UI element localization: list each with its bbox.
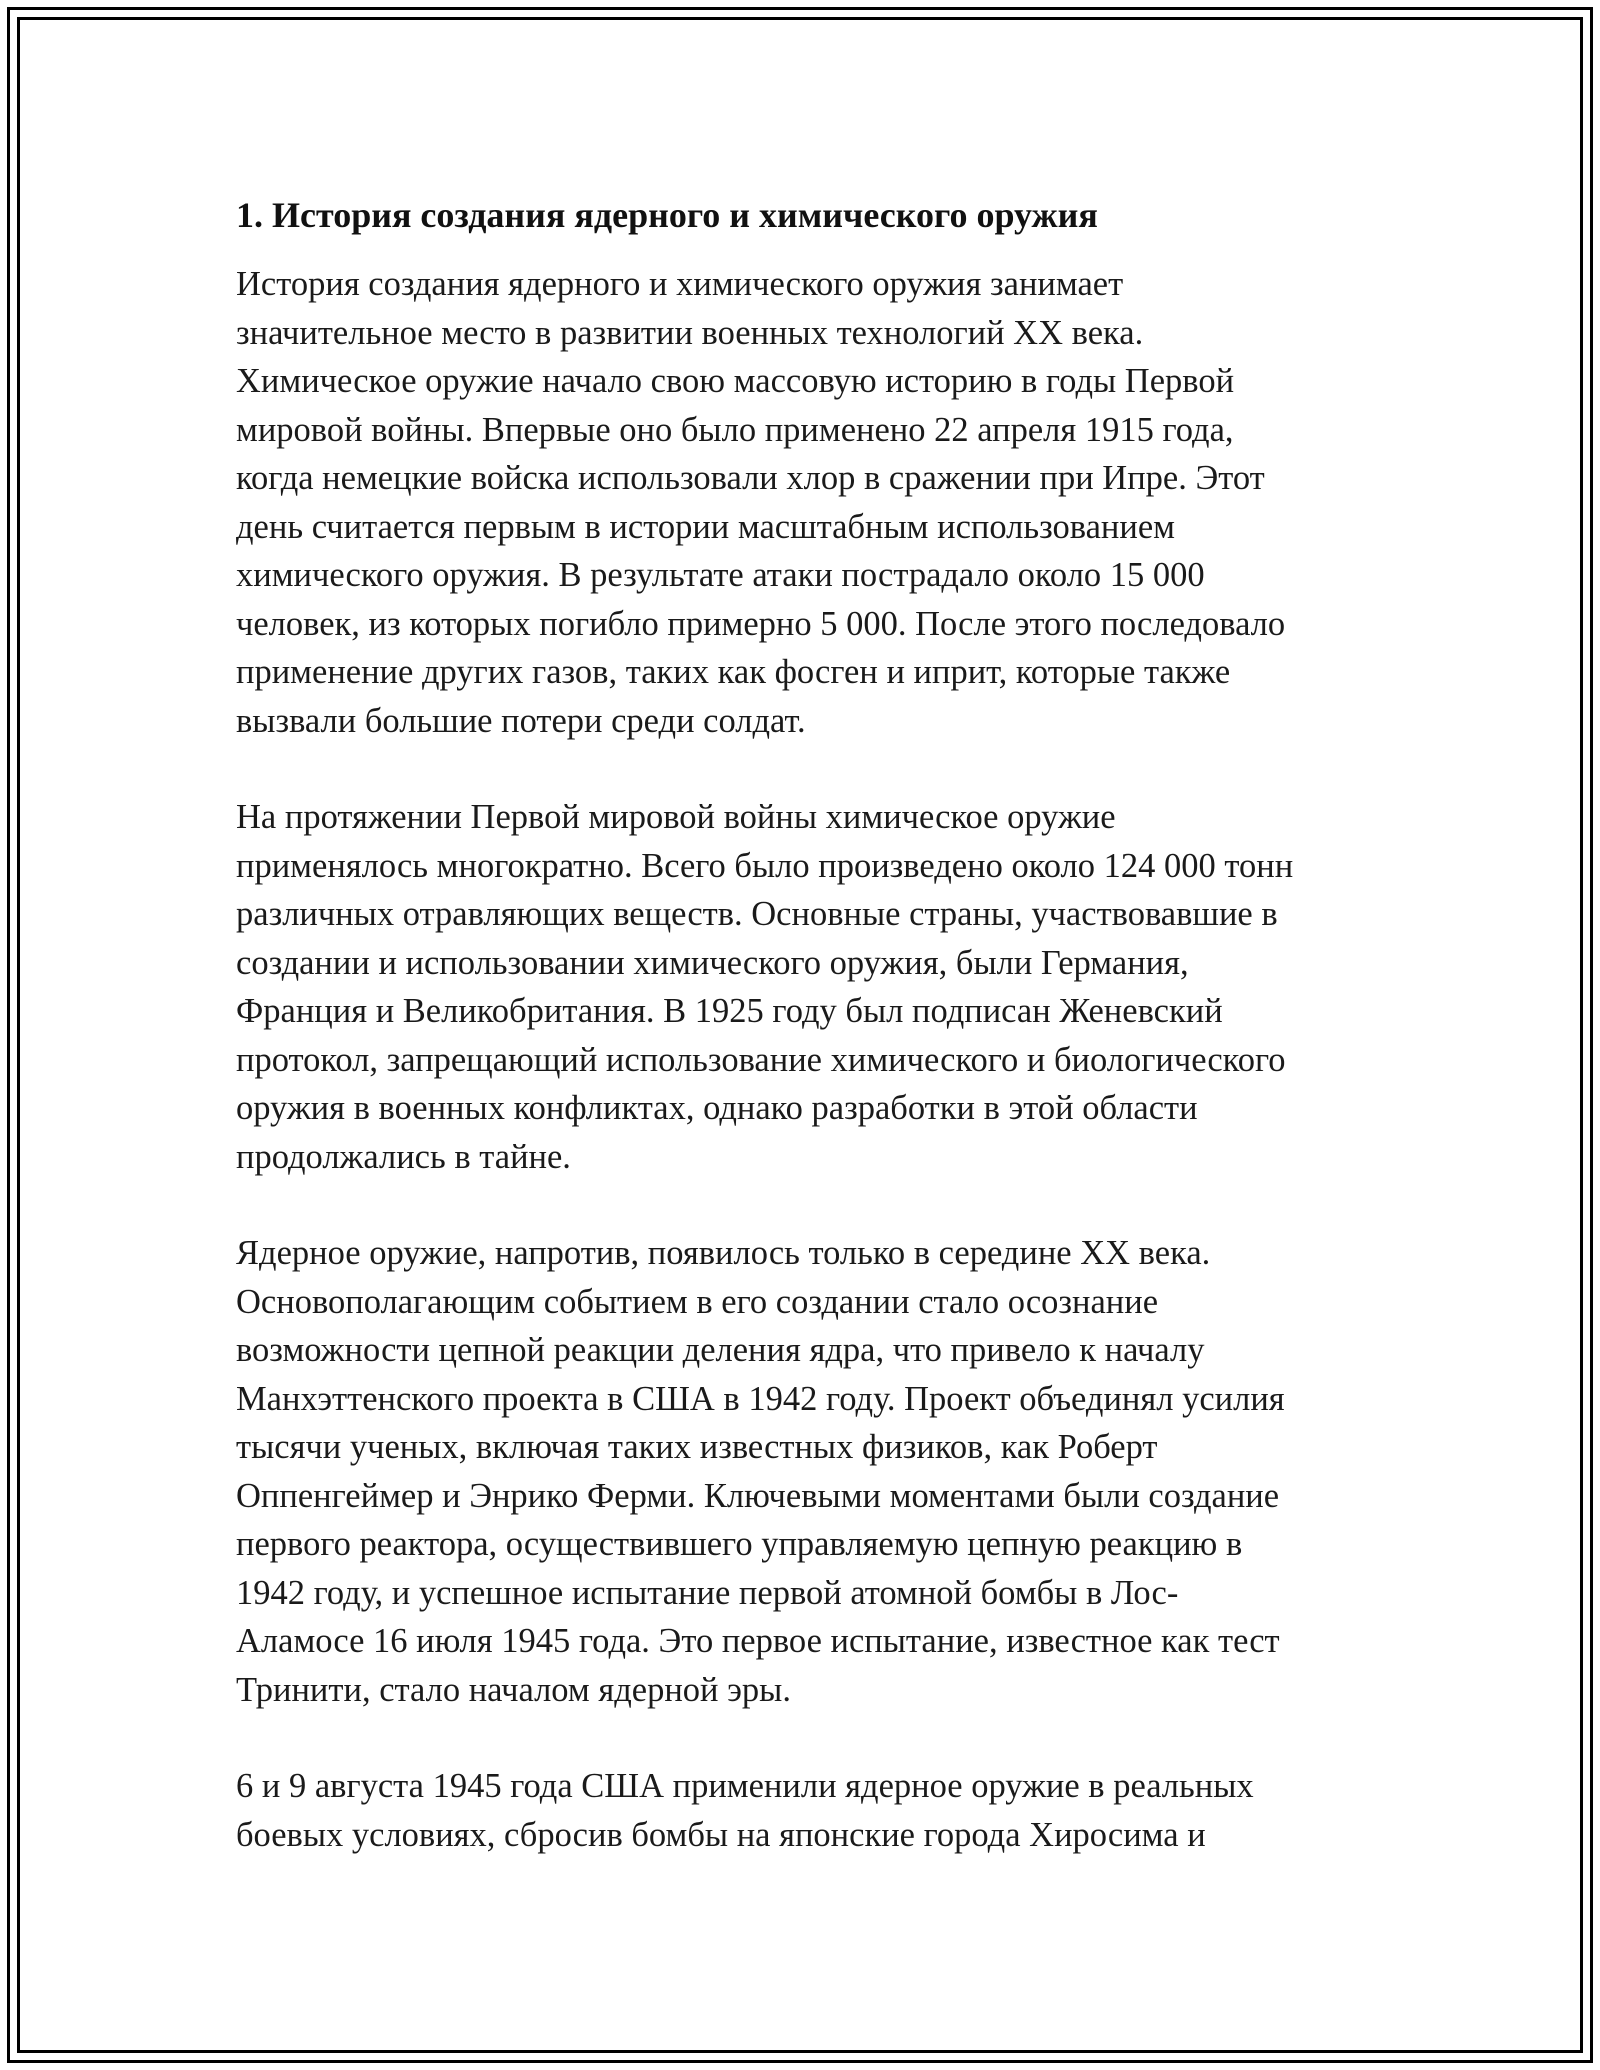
text-line: химического оружия. В результате атаки пострадало около 15 000 [236, 556, 1205, 594]
text-line: значительное место в развитии военных технологий XX века. [236, 313, 1144, 352]
text-line: Тринити, стало началом ядерной эры. [236, 1670, 791, 1709]
text-line: оружия в военных конфликтах, однако разработки в этой области [236, 1089, 1198, 1127]
text-line: создании и использовании химического оружия, были Германия, [236, 943, 1189, 982]
text-line: применялось многократно. Всего было произведено около 124 000 тонн [236, 846, 1294, 885]
text-line: Оппенгеймер и Энрико Ферми. Ключевыми моментами были создание [236, 1476, 1280, 1515]
text-line: различных отравляющих веществ. Основные страны, участвовавшие в [236, 895, 1278, 933]
text-line: Аламосе 16 июля 1945 года. Это первое испытание, известное как тест [236, 1622, 1280, 1660]
text-line: возможности цепной реакции деления ядра, что привело к началу [236, 1331, 1205, 1369]
paragraph-4 [236, 1762, 1386, 1859]
text-line: Основополагающим событием в его создании стало осознание [236, 1282, 1159, 1321]
text-line: Химическое оружие начало свою массовую историю в годы Первой [236, 362, 1235, 400]
text-line: первого реактора, осуществившего управляемую цепную реакцию в [236, 1525, 1243, 1563]
document-body [236, 190, 1386, 1907]
text-line: мировой войны. Впервые оно было применено 22 апреля 1915 года, [236, 410, 1234, 449]
text-line: 1942 году, и успешное испытание первой атомной бомбы в Лос- [236, 1573, 1179, 1612]
text-line: продолжались в тайне. [236, 1137, 571, 1176]
paragraph-1 [236, 260, 1386, 745]
paragraph-3 [236, 1229, 1386, 1714]
text-line: Манхэттенского проекта в США в 1942 году. Проект объединял усилия [236, 1379, 1285, 1418]
text-line: На протяжении Первой мировой войны химическое оружие [236, 798, 1116, 836]
text-line: протокол, запрещающий использование химического и биологического [236, 1040, 1286, 1079]
text-line: человек, из которых погибло примерно 5 000. После этого последовало [236, 604, 1286, 643]
text-line: тысячи ученых, включая таких известных физиков, как Роберт [236, 1428, 1158, 1466]
text-line: Ядерное оружие, напротив, появилось только в середине XX века. [236, 1234, 1211, 1272]
text-line: вызвали большие потери среди солдат. [236, 701, 806, 740]
text-line: боевых условиях, сбросив бомбы на японские города Хиросима и [236, 1815, 1206, 1854]
text-line: История создания ядерного и химического оружия занимает [236, 265, 1124, 303]
text-line: когда немецкие войска использовали хлор в сражении при Ипре. Этот [236, 459, 1265, 497]
text-line: Франция и Великобритания. В 1925 году был подписан Женевский [236, 992, 1223, 1030]
text-line: применение других газов, таких как фосген и иприт, которые также [236, 653, 1231, 691]
paragraph-2 [236, 793, 1386, 1181]
text-line: 6 и 9 августа 1945 года США применили ядерное оружие в реальных [236, 1767, 1254, 1805]
text-line: день считается первым в истории масштабным использованием [236, 507, 1175, 546]
section-heading: 1. История создания ядерного и химического оружия [236, 195, 1098, 235]
